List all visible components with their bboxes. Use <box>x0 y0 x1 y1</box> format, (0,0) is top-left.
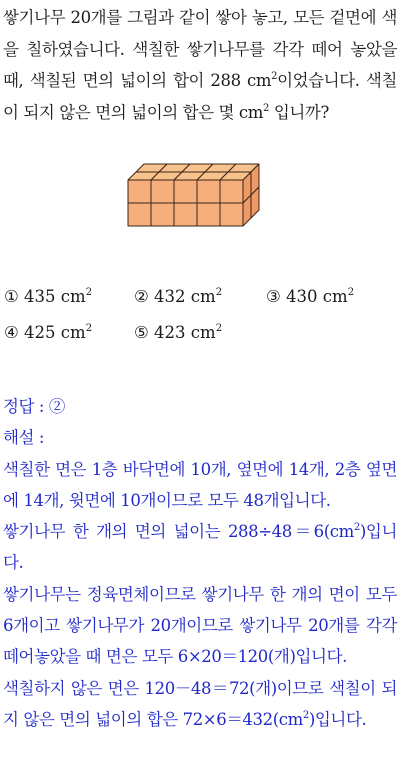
unit-cm: cm <box>247 71 272 90</box>
choice-exponent: 2 <box>347 287 355 298</box>
choice-value: 432 cm <box>154 287 216 306</box>
solution-text: )입니다. <box>3 522 397 573</box>
cube-front-face <box>174 203 197 226</box>
cube-front-face <box>220 203 243 226</box>
unit-exponent: 2 <box>263 102 269 114</box>
choice-marker: ④ <box>4 323 19 342</box>
choice-3[interactable] <box>266 287 354 306</box>
unit-exponent: 2 <box>271 71 278 82</box>
cube-grid <box>128 164 259 226</box>
choice-exponent: 2 <box>85 287 93 298</box>
solution-paragraph-4 <box>3 673 397 736</box>
solution-text: )입니다. <box>308 709 367 729</box>
choice-exponent: 2 <box>215 287 223 298</box>
problem-text-3: 입니까? <box>268 102 329 122</box>
choice-marker: ① <box>4 287 19 306</box>
choice-marker: ③ <box>266 287 281 306</box>
solution-heading: 해설 : <box>3 428 45 448</box>
solution-section <box>3 391 397 735</box>
unit-exponent: 2 <box>302 709 309 721</box>
solution-text: 색칠하지 않은 면은 120－48＝72(개)이므로 색칠이 되지 않은 면의 넓이의 합은 72×6＝432(cm <box>3 678 397 729</box>
solution-paragraph-1: 색칠한 면은 1층 바닥면에 10개, 옆면에 14개, 2층 옆면에 14개, 윗면에 10개이므로 모두 48개입니다. <box>3 459 397 510</box>
choice-value: 423 cm <box>154 323 216 342</box>
stacked-cubes-figure <box>126 162 276 244</box>
problem-text-2: 이었습니다. 색칠이 되지 않은 면의 넓이의 합은 몇 <box>3 71 398 122</box>
cube-front-face <box>197 180 220 203</box>
answer-line: 정답 : ② <box>3 397 66 416</box>
choice-exponent: 2 <box>215 323 223 334</box>
choice-marker: ② <box>134 287 149 306</box>
cube-front-face <box>151 203 174 226</box>
unit-cm: cm <box>238 102 264 122</box>
solution-paragraph-3: 쌓기나무는 정육면체이므로 쌓기나무 한 개의 면이 모두 6개이고 쌓기나무가 20개이므로 쌓기나무 20개를 각각 떼어놓았을 때 면은 모두 6×20＝120(개)입니다. <box>3 584 397 667</box>
problem-statement <box>3 2 397 128</box>
cube-front-face <box>220 180 243 203</box>
cube-front-face <box>174 180 197 203</box>
solution-paragraph-2 <box>3 516 397 579</box>
choice-value: 425 cm <box>24 323 86 342</box>
choice-value: 430 cm <box>286 287 348 306</box>
cube-front-face <box>197 203 220 226</box>
choice-1[interactable] <box>4 287 92 306</box>
unit-exponent: 2 <box>353 522 360 534</box>
choice-2[interactable] <box>134 287 222 306</box>
choice-marker: ⑤ <box>134 323 149 342</box>
problem-text-1: 쌓기나무 20개를 그림과 같이 쌓아 놓고, 모든 겉면에 색을 칠하였습니다. 색칠한 쌓기나무를 각각 떼어 놓았을 때, 색칠된 면의 넓이의 합이 288 <box>3 8 397 90</box>
solution-text: 쌓기나무 한 개의 면의 넓이는 288÷48＝6(cm <box>3 522 354 542</box>
choice-4[interactable] <box>4 323 92 342</box>
choice-5[interactable] <box>134 323 222 342</box>
choice-exponent: 2 <box>85 323 93 334</box>
cube-front-face <box>151 180 174 203</box>
cube-front-face <box>128 203 151 226</box>
choice-value: 435 cm <box>24 287 86 306</box>
cube-front-face <box>128 180 151 203</box>
